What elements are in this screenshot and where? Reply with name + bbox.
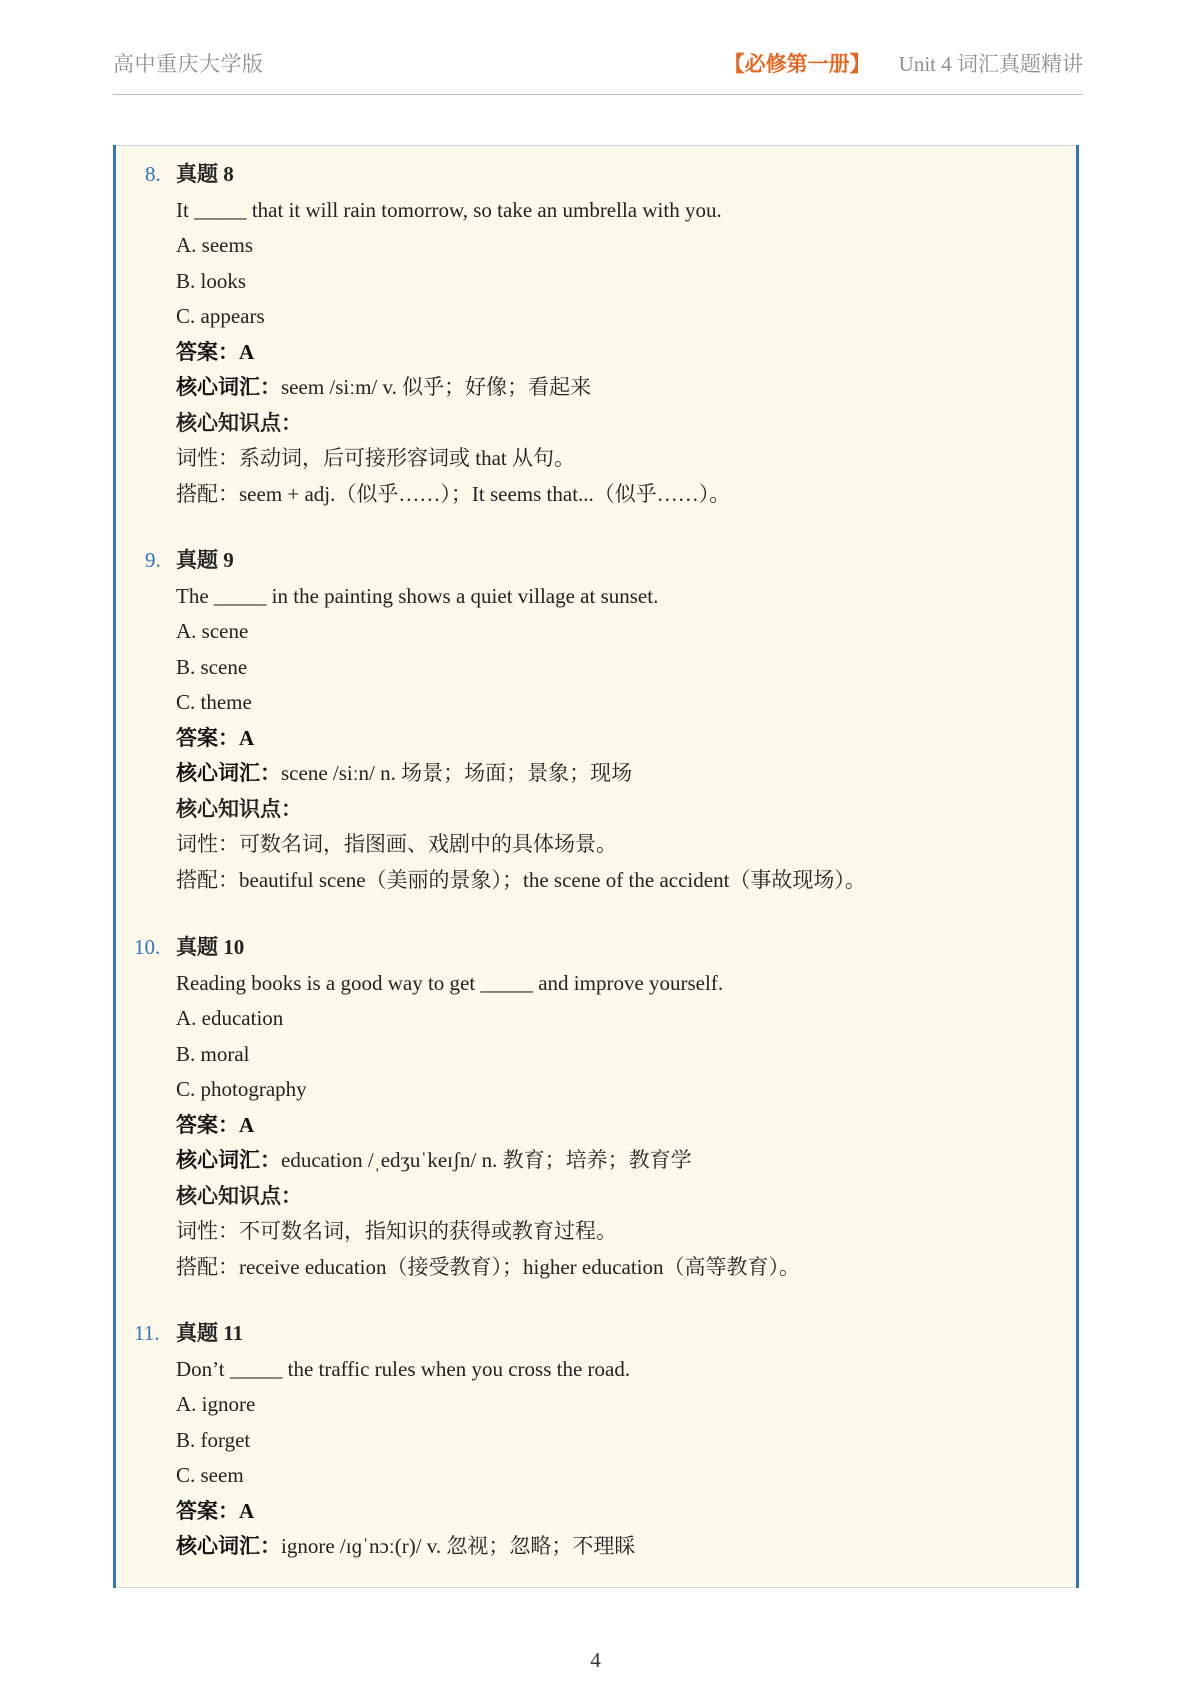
- answer-line: [176, 1498, 254, 1524]
- question-number: 11.: [134, 1321, 160, 1345]
- answer-value: A: [239, 726, 255, 750]
- answer-value: A: [239, 1113, 255, 1137]
- vocab-value: education /ˌedʒuˈkeɪʃn/ n. 教育；培养；教育学: [281, 1148, 692, 1172]
- header-right: [724, 48, 1083, 78]
- answer-line: [176, 1112, 254, 1138]
- vocab-value: ignore /ɪɡˈnɔː(r)/ v. 忽视；忽略；不理睬: [281, 1534, 636, 1558]
- option-c: C. seem: [176, 1463, 244, 1487]
- answer-line: [176, 725, 254, 751]
- points-label: 核心知识点：: [176, 797, 302, 821]
- question-number: 10.: [134, 935, 161, 959]
- question-stem: Reading books is a good way to get _____ and improve yourself.: [176, 971, 724, 995]
- option-b: B. scene: [176, 655, 248, 679]
- option-a: A. seems: [176, 233, 253, 257]
- answer-label: 答案：: [176, 1499, 239, 1523]
- point-collocation: 搭配：receive education（接受教育）；higher education（高等教育）。: [176, 1255, 801, 1279]
- points-label: 核心知识点：: [176, 411, 302, 435]
- question-title: 真题 11: [176, 1321, 244, 1345]
- option-a: A. ignore: [176, 1392, 256, 1416]
- point-collocation: 搭配：seem + adj.（似乎……）；It seems that...（似乎……）。: [176, 482, 731, 506]
- vocab-line: [176, 1533, 635, 1559]
- vocab-label: 核心词汇：: [176, 375, 281, 399]
- answer-label: 答案：: [176, 340, 239, 364]
- question-number: 9.: [145, 548, 161, 572]
- question-stem: The _____ in the painting shows a quiet village at sunset.: [176, 584, 659, 608]
- point-part-of-speech: 词性：系动词，后可接形容词或 that 从句。: [176, 446, 575, 470]
- answer-label: 答案：: [176, 726, 239, 750]
- answer-value: A: [239, 340, 255, 364]
- question-stem: It _____ that it will rain tomorrow, so take an umbrella with you.: [176, 198, 722, 222]
- vocab-line: [176, 760, 632, 786]
- option-c: C. theme: [176, 690, 252, 714]
- vocab-line: [176, 374, 591, 400]
- option-c: C. appears: [176, 304, 265, 328]
- answer-label: 答案：: [176, 1113, 239, 1137]
- point-collocation: 搭配：beautiful scene（美丽的景象）；the scene of the accident（事故现场）。: [176, 868, 866, 892]
- option-b: B. looks: [176, 269, 247, 293]
- option-c: C. photography: [176, 1077, 307, 1101]
- vocab-value: seem /siːm/ v. 似乎；好像；看起来: [281, 375, 592, 399]
- vocab-label: 核心词汇：: [176, 1534, 281, 1558]
- question-number: 8.: [145, 162, 161, 186]
- vocab-value: scene /siːn/ n. 场景；场面；景象；现场: [281, 761, 633, 785]
- points-label: 核心知识点：: [176, 1184, 302, 1208]
- header-book-tag: 【必修第一册】: [723, 52, 871, 76]
- question-title: 真题 10: [176, 935, 245, 959]
- option-a: A. scene: [176, 619, 249, 643]
- vocab-label: 核心词汇：: [176, 1148, 281, 1172]
- vocab-line: [176, 1147, 692, 1173]
- answer-value: A: [239, 1499, 255, 1523]
- point-part-of-speech: 词性：可数名词，指图画、戏剧中的具体场景。: [176, 832, 617, 856]
- vocab-label: 核心词汇：: [176, 761, 281, 785]
- option-b: B. forget: [176, 1428, 251, 1452]
- question-title: 真题 9: [176, 548, 234, 572]
- page-header: [113, 42, 1083, 95]
- answer-line: [176, 339, 254, 365]
- question-title: 真题 8: [176, 162, 234, 186]
- question-panel: [113, 145, 1079, 1588]
- header-publisher: 高中重庆大学版: [113, 52, 264, 76]
- point-part-of-speech: 词性：不可数名词，指知识的获得或教育过程。: [176, 1219, 617, 1243]
- question-stem: Don’t _____ the traffic rules when you cross the road.: [176, 1357, 631, 1381]
- option-b: B. moral: [176, 1042, 250, 1066]
- page-number: 4: [590, 1648, 601, 1672]
- header-unit-title: Unit 4 词汇真题精讲: [898, 52, 1083, 76]
- option-a: A. education: [176, 1006, 284, 1030]
